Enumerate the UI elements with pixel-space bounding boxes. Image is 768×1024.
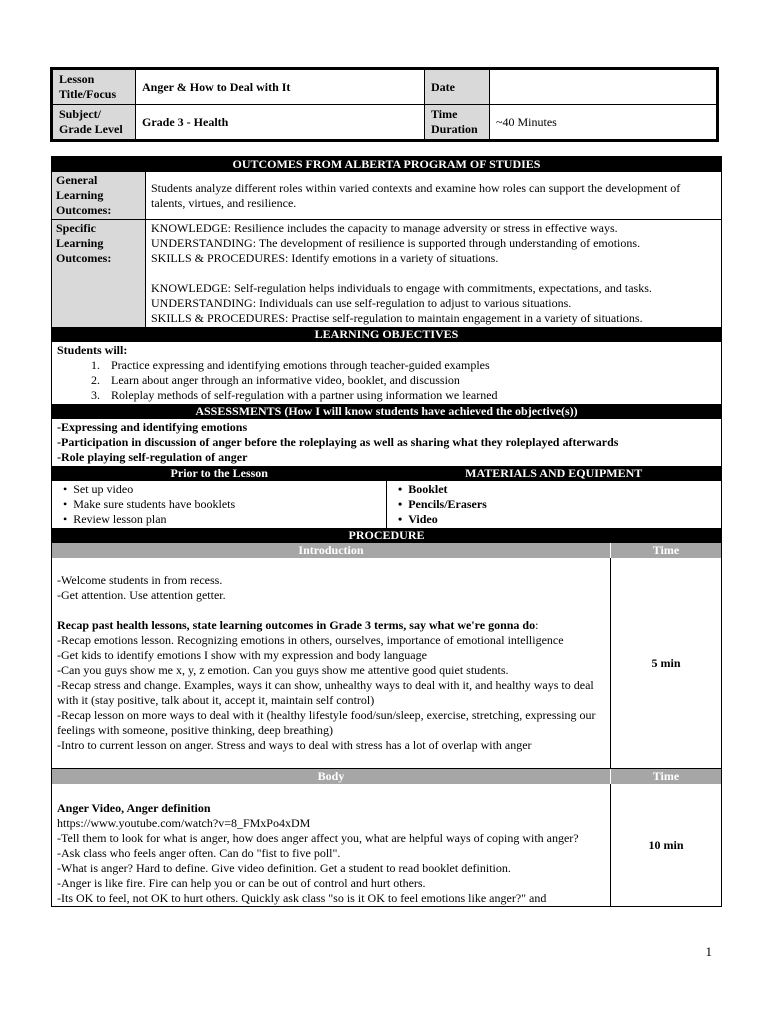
objective-item: 2. Learn about anger through an informative video, booklet, and discussion (103, 373, 716, 388)
video-link[interactable]: https://www.youtube.com/watch?v=8_FMxPo4xDM (57, 816, 311, 830)
materials-list-cell (387, 481, 721, 528)
lesson-title-value: Anger & How to Deal with It (136, 69, 425, 105)
assessments-heading: ASSESSMENTS (How I will know students have achieved the objective(s)) (52, 404, 721, 419)
subject-grade-label: Subject/ Grade Level (52, 105, 136, 141)
material-item: • Video (410, 512, 717, 527)
date-value (490, 69, 718, 105)
specific-outcome-line: KNOWLEDGE: Self-regulation helps individuals to engage with commitments, expectations, and tasks. (151, 281, 652, 295)
recap-heading: Recap past health lessons, state learning outcomes in Grade 3 terms, say what we're gonna do: (57, 618, 539, 632)
time-duration-label: Time Duration (425, 105, 490, 141)
intro-line: -Recap lesson on more ways to deal with it (healthy lifestyle food/sun/sleep, exercise, stretching, expressing our feelings with someone, positive thinking, deep breathing) (57, 708, 596, 737)
intro-line: -Welcome students in from recess. (57, 573, 223, 587)
specific-outcomes-row (52, 220, 721, 327)
specific-outcome-line: UNDERSTANDING: The development of resilience is supported through understanding of emotions. (151, 236, 641, 250)
body-line: -Ask class who feels anger often. Can do "fist to five poll". (57, 846, 341, 860)
objective-item: 3. Roleplay methods of self-regulation with a partner using information we learned (103, 388, 716, 403)
objectives-list (57, 358, 716, 403)
lesson-header-table (50, 67, 719, 142)
general-outcomes-text: Students analyze different roles within varied contexts and examine how roles can support the development of talents, virtues, and resilience. (151, 180, 681, 210)
material-item: • Pencils/Erasers (410, 497, 717, 512)
prior-item: • Make sure students have booklets (75, 497, 382, 512)
prior-item: • Set up video (75, 482, 382, 497)
prior-materials-section (52, 481, 721, 528)
subject-grade-value: Grade 3 - Health (136, 105, 425, 141)
lesson-title-label: Lesson Title/Focus (52, 69, 136, 105)
objectives-section (52, 342, 721, 404)
introduction-time: 5 min (651, 655, 681, 670)
assessments-section (52, 419, 721, 466)
specific-outcome-line: UNDERSTANDING: Individuals can use self-regulation to adjust to various situations. (151, 296, 572, 310)
introduction-row (52, 558, 721, 768)
prior-list (56, 482, 382, 527)
intro-line: -Recap stress and change. Examples, ways it can show, unhealthy ways to deal with it, and healthy ways to deal with it (stay positive, talk about it, accept it, maintain self control) (57, 678, 594, 707)
assessment-item: -Expressing and identifying emotions (57, 420, 248, 434)
introduction-heading: Introduction (52, 543, 611, 558)
objective-item: 1. Practice expressing and identifying emotions through teacher-guided examples (103, 358, 716, 373)
procedure-heading: PROCEDURE (52, 528, 721, 543)
body-line: -Anger is like fire. Fire can help you or can be out of control and hurt others. (57, 876, 426, 890)
introduction-time-heading: Time (652, 543, 680, 557)
specific-outcomes-label: Specific Learning Outcomes: (52, 220, 146, 327)
specific-outcome-line: SKILLS & PROCEDURES: Identify emotions in a variety of situations. (151, 251, 499, 265)
body-line: -Its OK to feel, not OK to hurt others. Quickly ask class "so is it OK to feel emotions like anger?" and (57, 891, 547, 905)
prior-item: • Review lesson plan (75, 512, 382, 527)
body-row (52, 784, 721, 906)
body-heading: Body (52, 769, 611, 784)
objectives-heading: LEARNING OBJECTIVES (52, 327, 721, 342)
intro-line: -Can you guys show me x, y, z emotion. Can you guys show me attentive good quiet students. (57, 663, 509, 677)
body-time: 10 min (648, 837, 684, 852)
outcomes-heading: OUTCOMES FROM ALBERTA PROGRAM OF STUDIES (52, 157, 721, 172)
introduction-heading-row (52, 543, 721, 558)
intro-line: -Get kids to identify emotions I show with my expression and body language (57, 648, 427, 662)
body-line: -Tell them to look for what is anger, how does anger affect you, what are helpful ways of coping with anger? (57, 831, 579, 845)
objectives-intro: Students will: (57, 343, 128, 357)
assessment-item: -Participation in discussion of anger before the roleplaying as well as sharing what they roleplayed afterwards (57, 435, 619, 449)
specific-outcome-line: KNOWLEDGE: Resilience includes the capacity to manage adversity or stress in effective ways. (151, 221, 618, 235)
body-title: Anger Video, Anger definition (57, 801, 211, 815)
prior-heading: Prior to the Lesson (170, 466, 268, 480)
materials-heading: MATERIALS AND EQUIPMENT (465, 466, 643, 480)
material-item: • Booklet (410, 482, 717, 497)
prior-materials-heading (52, 466, 721, 481)
intro-line: -Recap emotions lesson. Recognizing emotions in others, ourselves, importance of emotional intelligence (57, 633, 564, 647)
intro-line: -Get attention. Use attention getter. (57, 588, 226, 602)
materials-list (391, 482, 717, 527)
page-number: 1 (705, 944, 712, 959)
introduction-content (52, 558, 611, 768)
general-outcomes-label: General Learning Outcomes: (52, 172, 146, 219)
time-duration-value: ~40 Minutes (490, 105, 718, 141)
body-content (52, 784, 611, 906)
lesson-plan-body (51, 156, 722, 907)
specific-outcome-line: SKILLS & PROCEDURES: Practise self-regulation to maintain engagement in a variety of situations. (151, 311, 643, 325)
body-heading-row (52, 768, 721, 784)
body-time-heading: Time (652, 769, 680, 783)
assessment-item: -Role playing self-regulation of anger (57, 450, 248, 464)
specific-outcomes-text (146, 220, 721, 327)
general-outcomes-row (52, 172, 721, 220)
intro-line: -Intro to current lesson on anger. Stress and ways to deal with stress has a lot of overlap with anger (57, 738, 532, 752)
prior-list-cell (52, 481, 387, 528)
date-label: Date (425, 69, 490, 105)
body-line: -What is anger? Hard to define. Give video definition. Get a student to read booklet definition. (57, 861, 511, 875)
